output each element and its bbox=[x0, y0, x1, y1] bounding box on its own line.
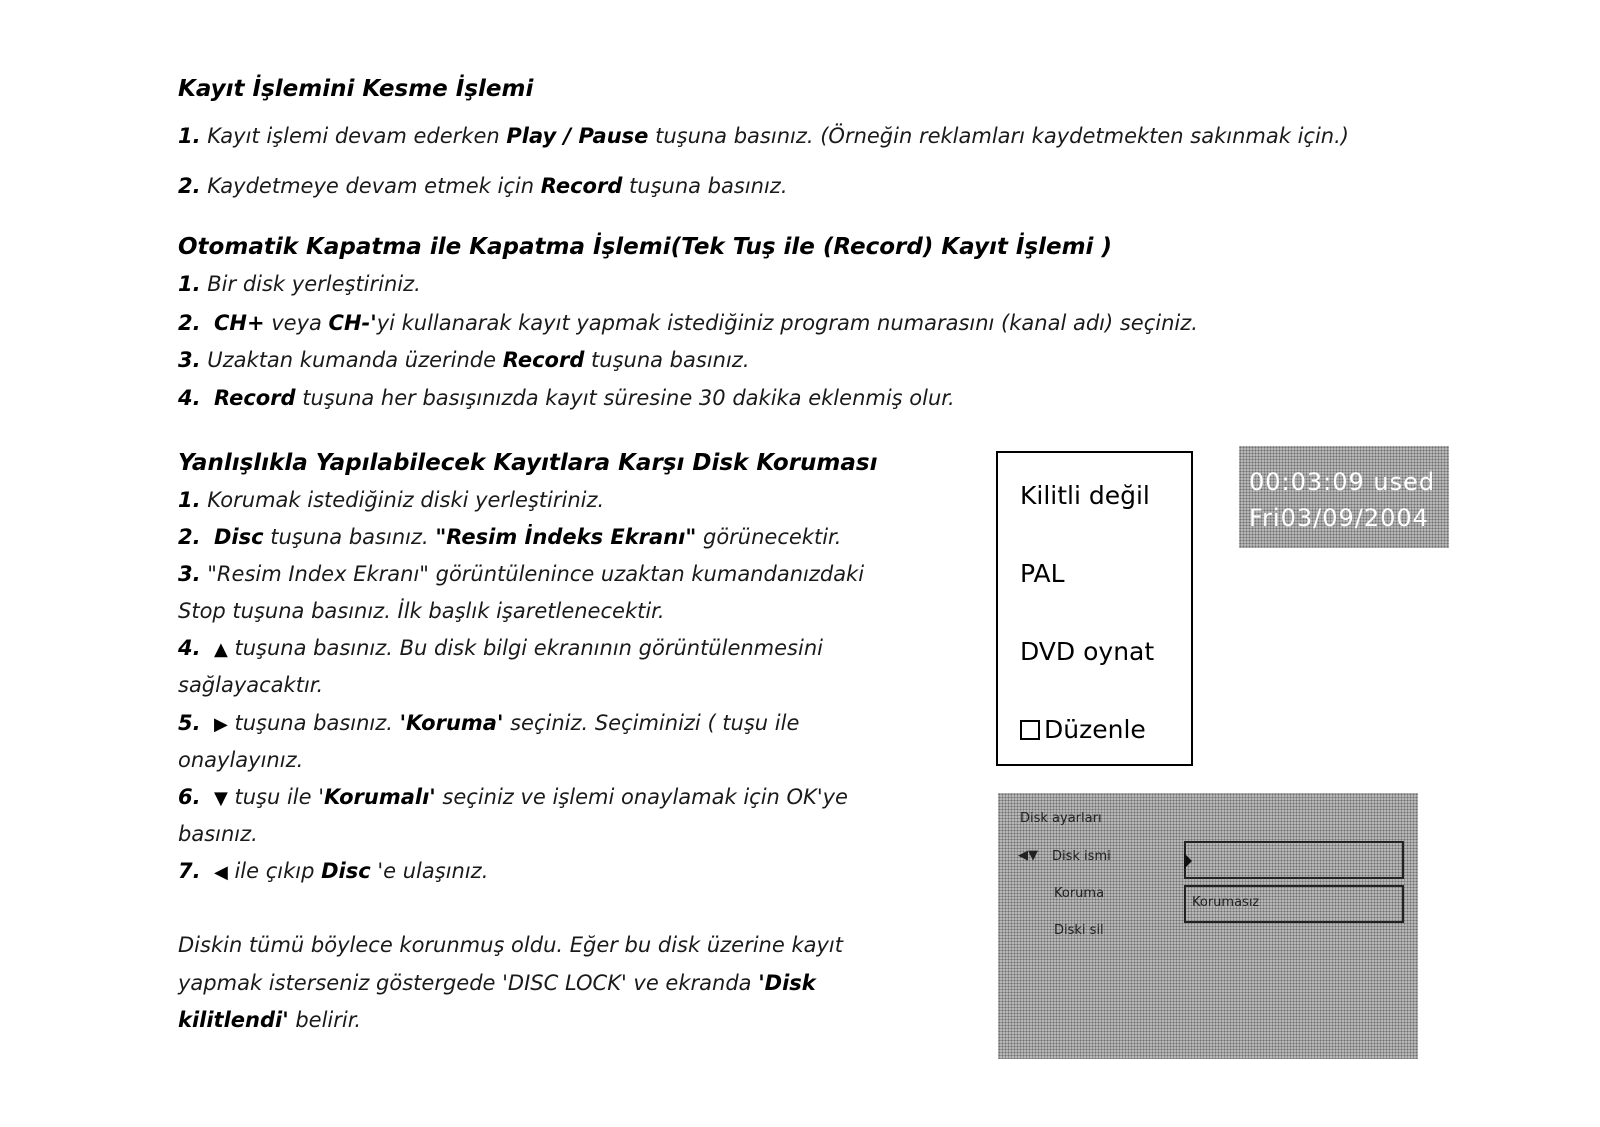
step-text: Korumak istediğiniz diski yerleştiriniz. bbox=[200, 488, 605, 512]
disk-settings-title: Disk ayarları bbox=[1020, 811, 1102, 826]
step-2 bbox=[178, 311, 1198, 335]
disc-date: Fri03/09/2004 bbox=[1249, 504, 1429, 532]
step-text: tuşuna basınız. bbox=[584, 348, 750, 372]
screen-name: "Resim İndeks Ekranı" bbox=[435, 525, 697, 549]
step-3-cont: Stop tuşuna basınız. İlk başlık işaretlenecektir. bbox=[178, 599, 665, 623]
closing-paragraph-line-2 bbox=[178, 971, 816, 995]
step-number: 1. bbox=[178, 124, 201, 148]
step-1 bbox=[178, 488, 604, 512]
used-time: 00:03:09 used bbox=[1249, 468, 1436, 496]
erase-disk-label[interactable]: Diski sil bbox=[1054, 923, 1104, 938]
step-number: 3. bbox=[178, 348, 201, 372]
step-6 bbox=[178, 785, 848, 809]
protection-value: Korumasız bbox=[1192, 895, 1260, 910]
option-koruma: 'Koruma' bbox=[399, 711, 504, 735]
step-1 bbox=[178, 124, 1349, 148]
menu-item-lock-status[interactable]: Kilitli değil bbox=[1020, 481, 1150, 510]
down-arrow-icon: ▼ bbox=[213, 788, 228, 809]
step-5 bbox=[178, 711, 799, 735]
checkbox-icon bbox=[1020, 720, 1040, 740]
step-4 bbox=[178, 636, 823, 660]
key-disc: Disc bbox=[213, 525, 264, 549]
section-heading-record-pause: Kayıt İşlemini Kesme İşlemi bbox=[178, 76, 534, 102]
key-ch-minus: CH-' bbox=[328, 311, 377, 335]
key-record: Record bbox=[502, 348, 585, 372]
protection-label[interactable]: Koruma bbox=[1054, 886, 1105, 901]
step-text: Bir disk yerleştiriniz. bbox=[200, 272, 421, 296]
menu-item-play-dvd[interactable]: DVD oynat bbox=[1020, 637, 1155, 666]
step-1 bbox=[178, 272, 421, 296]
step-text: tuşuna her basışınızda kayıt süresine 30 dakika eklenmiş olur. bbox=[295, 386, 955, 410]
step-number: 1. bbox=[178, 488, 201, 512]
left-arrow-icon: ◀ bbox=[213, 862, 228, 883]
step-text: ile çıkıp bbox=[227, 859, 322, 883]
step-number: 2. bbox=[178, 174, 201, 198]
step-text: yi kullanarak kayıt yapmak istediğiniz program numarasını (kanal adı) seçiniz. bbox=[376, 311, 1198, 335]
step-7 bbox=[178, 859, 488, 883]
menu-item-edit-label: Düzenle bbox=[1044, 715, 1146, 744]
message-disk-locked: kilitlendi' bbox=[178, 1008, 289, 1032]
step-text: tuşuna basınız. Bu disk bilgi ekranının görüntülenmesini bbox=[227, 636, 823, 660]
disk-settings-panel bbox=[998, 793, 1418, 1059]
step-3 bbox=[178, 348, 750, 372]
step-4-cont: sağlayacaktır. bbox=[178, 673, 324, 697]
step-text: tuşu ile ' bbox=[227, 785, 324, 809]
step-number: 4. bbox=[178, 636, 201, 660]
step-text: veya bbox=[264, 311, 329, 335]
section-heading-disk-protection: Yanlışlıkla Yapılabilecek Kayıtlara Karşı Disk Koruması bbox=[178, 450, 878, 476]
paragraph-text: belirir. bbox=[288, 1008, 362, 1032]
closing-paragraph-line-3 bbox=[178, 1008, 361, 1032]
step-4 bbox=[178, 386, 955, 410]
menu-item-edit[interactable] bbox=[1020, 715, 1146, 744]
step-number: 2. bbox=[178, 525, 201, 549]
step-text: Kayıt işlemi devam ederken bbox=[200, 124, 507, 148]
disk-name-field[interactable] bbox=[1184, 841, 1404, 879]
step-text: 'e ulaşınız. bbox=[370, 859, 489, 883]
cursor-icon bbox=[1184, 853, 1194, 869]
up-arrow-icon: ▲ bbox=[213, 639, 228, 660]
step-text: seçiniz. Seçiminizi ( tuşu ile bbox=[503, 711, 800, 735]
step-number: 7. bbox=[178, 859, 201, 883]
step-text: tuşuna basınız. bbox=[227, 711, 400, 735]
step-text: görünecektir. bbox=[696, 525, 842, 549]
step-text: tuşuna basınız. bbox=[263, 525, 436, 549]
step-text: Uzaktan kumanda üzerinde bbox=[200, 348, 503, 372]
step-5-cont: onaylayınız. bbox=[178, 748, 304, 772]
step-number: 1. bbox=[178, 272, 201, 296]
step-number: 6. bbox=[178, 785, 201, 809]
step-text: seçiniz ve işlemi onaylamak için OK'ye bbox=[435, 785, 848, 809]
step-text: Kaydetmeye devam etmek için bbox=[200, 174, 541, 198]
step-6-cont: basınız. bbox=[178, 822, 258, 846]
key-disc: Disc bbox=[321, 859, 371, 883]
key-play-pause: Play / Pause bbox=[506, 124, 649, 148]
menu-item-tv-system[interactable]: PAL bbox=[1020, 559, 1065, 588]
paragraph-text: yapmak isterseniz göstergede 'DISC LOCK' ve ekranda bbox=[178, 971, 759, 995]
nav-arrows-icon: ◀▼ bbox=[1018, 848, 1038, 863]
key-ch-plus: CH+ bbox=[213, 311, 265, 335]
disk-name-label[interactable]: Disk ismi bbox=[1052, 849, 1111, 864]
key-record: Record bbox=[540, 174, 623, 198]
protection-field[interactable] bbox=[1184, 885, 1404, 923]
disc-status-panel bbox=[1239, 446, 1449, 548]
disc-info-menu bbox=[996, 451, 1193, 766]
step-text: "Resim Index Ekranı" görüntülenince uzaktan kumandanızdaki bbox=[200, 562, 865, 586]
right-arrow-icon: ▶ bbox=[213, 714, 228, 735]
section-heading-auto-off: Otomatik Kapatma ile Kapatma İşlemi(Tek Tuş ile (Record) Kayıt İşlemi ) bbox=[178, 234, 1112, 260]
step-text: tuşuna basınız. (Örneğin reklamları kaydetmekten sakınmak için.) bbox=[648, 124, 1349, 148]
option-korumali: Korumalı' bbox=[323, 785, 436, 809]
step-number: 3. bbox=[178, 562, 201, 586]
step-text: tuşuna basınız. bbox=[622, 174, 788, 198]
step-number: 5. bbox=[178, 711, 201, 735]
step-number: 2. bbox=[178, 311, 201, 335]
key-record: Record bbox=[213, 386, 296, 410]
step-2 bbox=[178, 174, 788, 198]
message-disk-locked: 'Disk bbox=[758, 971, 816, 995]
step-2 bbox=[178, 525, 841, 549]
step-number: 4. bbox=[178, 386, 201, 410]
closing-paragraph-line-1: Diskin tümü böylece korunmuş oldu. Eğer bu disk üzerine kayıt bbox=[178, 933, 843, 957]
step-3 bbox=[178, 562, 864, 586]
